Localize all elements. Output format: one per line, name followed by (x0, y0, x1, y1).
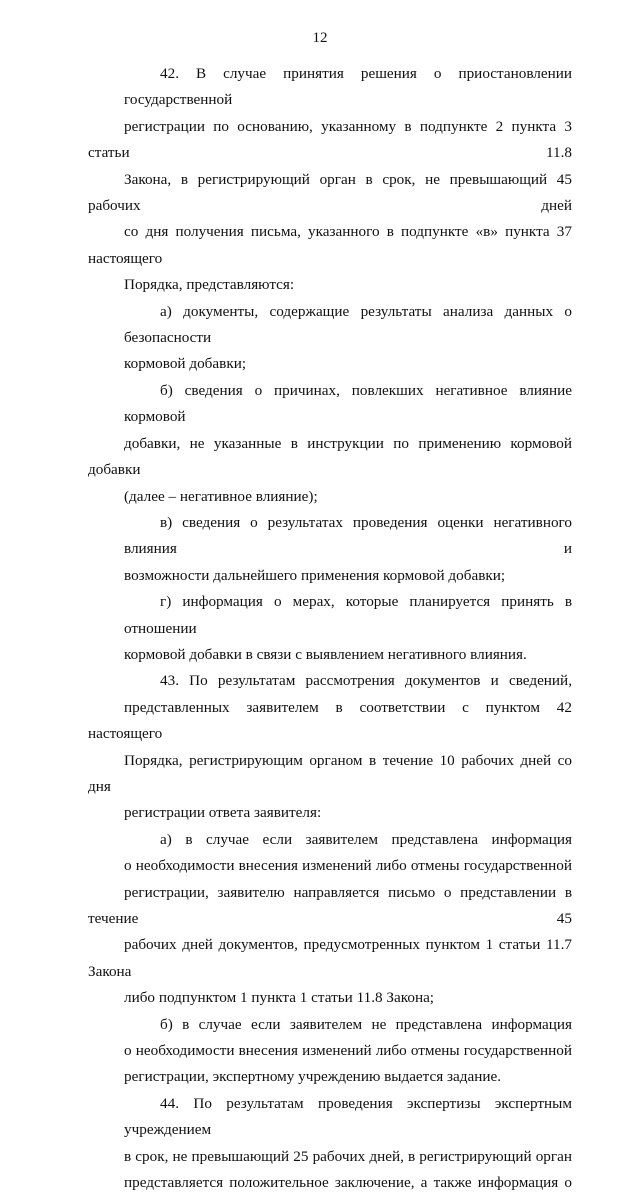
text-line: Порядка, регистрирующим органом в течение 10 рабочих дней со дня (88, 751, 572, 795)
text-line: кормовой добавки; (124, 355, 247, 373)
text-line: регистрации по основанию, указанному в подпункте 2 пункта 3 статьи 11.8 (88, 117, 572, 162)
text-line: г) информация о мерах, которые планируется принять в отношении (124, 593, 572, 637)
text-line: 44. По результатам проведения экспертизы экспертным учреждением (124, 1094, 572, 1139)
text-line: регистрации, экспертному учреждению выдается задание. (124, 1068, 502, 1086)
paragraph-42-a (88, 299, 572, 378)
text-line: б) в случае если заявителем не представлена информация (160, 1015, 572, 1033)
text-line: 42. В случае принятия решения о приостановлении государственной (124, 65, 572, 109)
text-line: рабочих дней документов, предусмотренных пунктом 1 статьи 11.7 Закона (88, 936, 572, 980)
text-line: в срок, не превышающий 25 рабочих дней, в регистрирующий орган (124, 1147, 572, 1165)
text-line: кормовой добавки в связи с выявлением негативного влияния. (124, 645, 527, 663)
text-line: представленных заявителем в соответствии с пунктом 42 настоящего (88, 698, 572, 743)
text-line: о необходимости внесения изменений либо отмены государственной (124, 857, 572, 875)
text-line: добавки, не указанные в инструкции по применению кормовой добавки (88, 434, 572, 479)
paragraph-42 (88, 61, 572, 299)
text-line: б) сведения о причинах, повлекших негативное влияние кормовой (124, 381, 572, 426)
paragraph-42-d (88, 589, 572, 668)
paragraph-42-b (88, 378, 572, 510)
paragraph-43 (88, 668, 572, 826)
text-line: регистрации ответа заявителя: (124, 804, 322, 822)
text-line: а) в случае если заявителем представлена информация (160, 830, 572, 848)
text-line: о необходимости внесения изменений либо отмены государственной (124, 1042, 572, 1060)
text-line: регистрации, заявителю направляется письмо о представлении в течение 45 (88, 883, 572, 927)
text-line: а) документы, содержащие результаты анализа данных о безопасности (124, 302, 572, 347)
text-line: Закона, в регистрирующий орган в срок, не превышающий 45 рабочих дней (88, 170, 572, 215)
document-body (88, 61, 572, 1196)
paragraph-42-c (88, 510, 572, 589)
paragraph-44 (88, 1091, 572, 1196)
text-line: Порядка, представляются: (124, 276, 295, 294)
text-line: со дня получения письма, указанного в подпункте «в» пункта 37 настоящего (88, 223, 572, 267)
text-line: в) сведения о результатах проведения оценки негативного влияния и (124, 513, 572, 558)
text-line: (далее – негативное влияние); (124, 487, 318, 505)
text-line: возможности дальнейшего применения кормовой добавки; (124, 566, 506, 584)
paragraph-43-b (88, 1012, 572, 1091)
paragraph-43-a (88, 827, 572, 1012)
text-line: 43. По результатам рассмотрения документов и сведений, (160, 672, 572, 690)
page-number: 12 (312, 30, 328, 46)
text-line: представляется положительное заключение, а также информация о (124, 1174, 572, 1192)
text-line: либо подпунктом 1 пункта 1 статьи 11.8 Закона; (124, 989, 435, 1007)
